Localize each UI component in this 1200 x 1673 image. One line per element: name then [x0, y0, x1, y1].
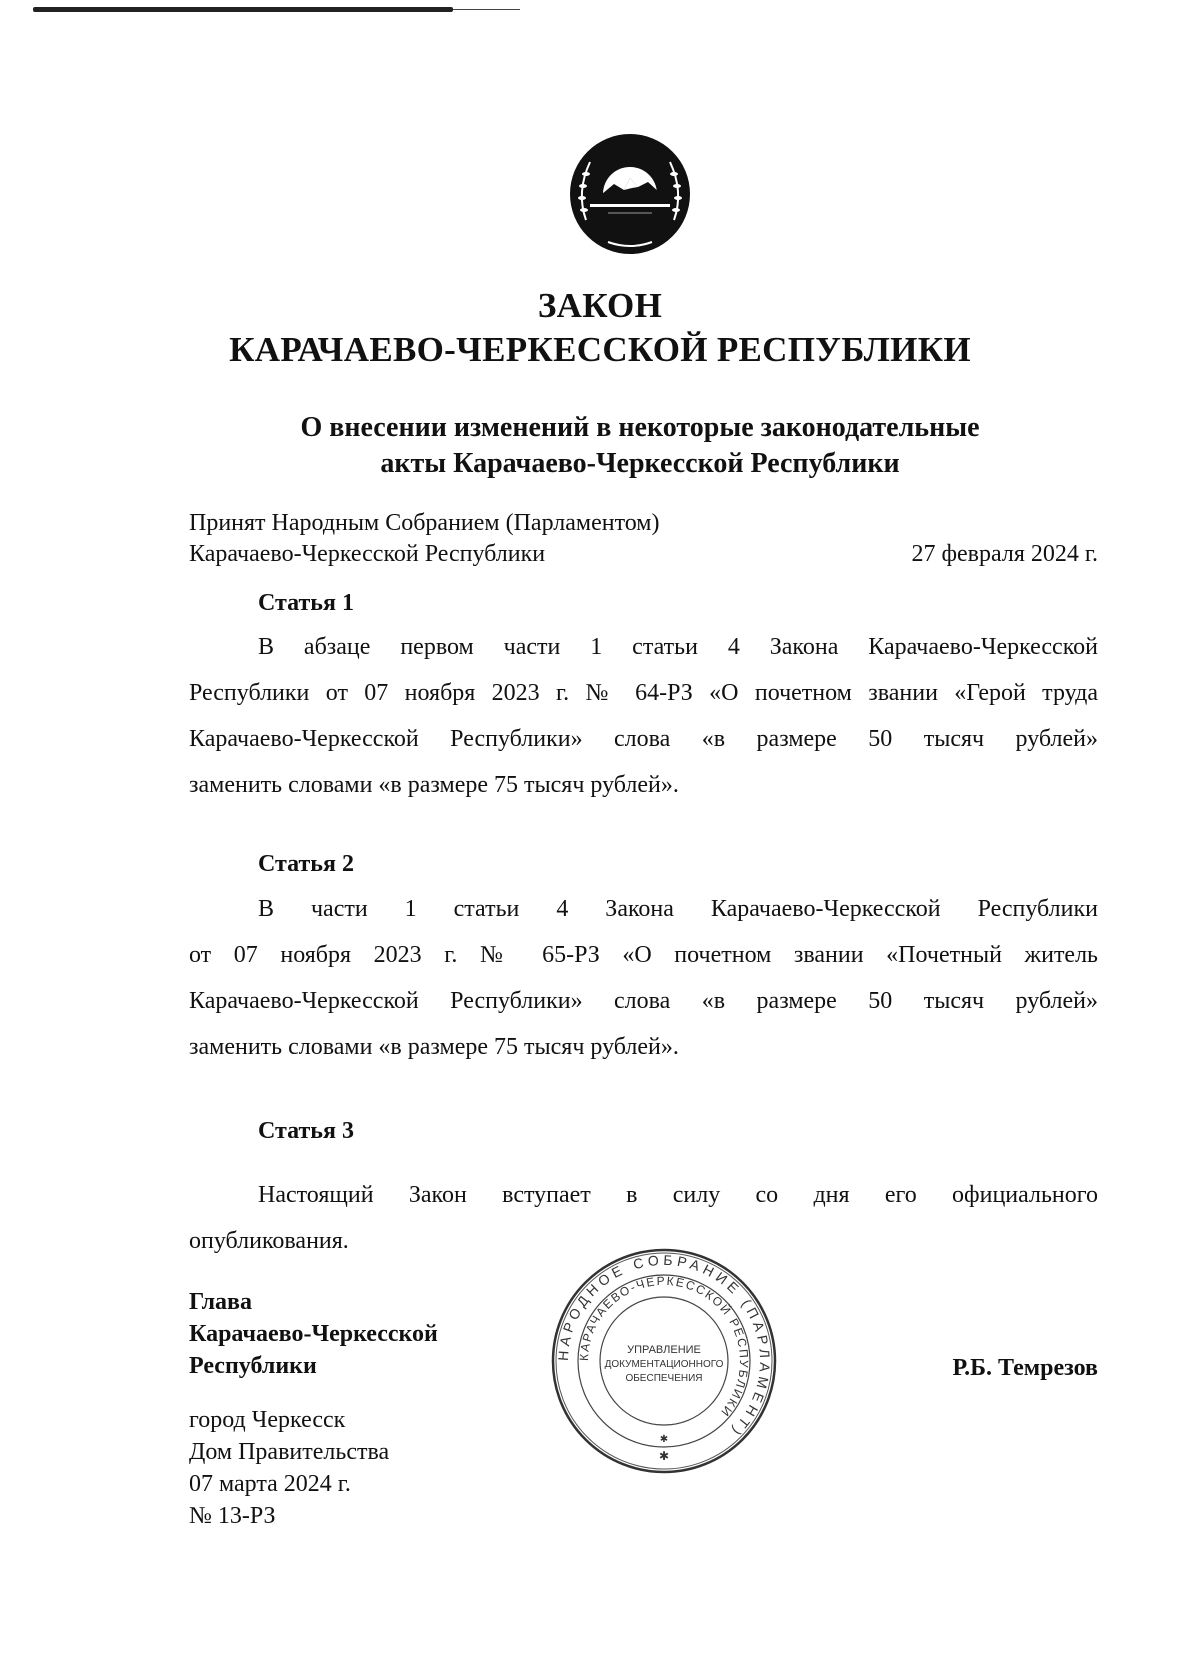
article-heading: Статья 1 [258, 590, 354, 616]
text-line: В абзаце первом части 1 статьи 4 Закона Карачаево-Черкесской [258, 634, 1098, 660]
text-line: Карачаево-Черкесской Республики» слова «в размере 50 тысяч рублей» [189, 726, 1098, 752]
adopted-by-line1: Принят Народным Собранием (Парламентом) [189, 510, 660, 536]
signatory-title-line1: Глава [189, 1289, 252, 1315]
stamp-star-icon: ✱ [658, 1449, 670, 1463]
place-city: город Черкесск [189, 1407, 346, 1433]
law-subtitle-line1: О внесении изменений в некоторые законодательные [300, 412, 980, 443]
article-heading: Статья 3 [258, 1118, 354, 1144]
text-line: заменить словами «в размере 75 тысяч рублей». [189, 1034, 679, 1060]
coat-of-arms-emblem [568, 132, 692, 256]
law-title: ЗАКОН [537, 286, 663, 325]
signing-date: 07 марта 2024 г. [189, 1471, 351, 1497]
text-line: заменить словами «в размере 75 тысяч рублей». [189, 772, 679, 798]
text-line: Настоящий Закон вступает в силу со дня его официального [258, 1182, 1098, 1208]
scan-edge-line [33, 5, 520, 14]
stamp-center-line3: ОБЕСПЕЧЕНИЯ [625, 1373, 703, 1384]
text-line: от 07 ноября 2023 г. № 65-РЗ «О почетном звании «Почетный житель [189, 942, 1098, 968]
law-number: № 13-РЗ [189, 1503, 276, 1529]
stamp-inner-text: КАРАЧАЕВО-ЧЕРКЕССКОЙ РЕСПУБЛИКИ [576, 1273, 752, 1421]
stamp-center-line2: ДОКУМЕНТАЦИОННОГО [604, 1359, 724, 1370]
adoption-date: 27 февраля 2024 г. [911, 541, 1098, 567]
stamp-outer-text: НАРОДНОЕ СОБРАНИЕ (ПАРЛАМЕНТ) [554, 1251, 774, 1442]
law-subtitle-line2: акты Карачаево-Черкесской Республики [380, 448, 900, 479]
place-building: Дом Правительства [189, 1439, 390, 1465]
text-line: Карачаево-Черкесской Республики» слова «в размере 50 тысяч рублей» [189, 988, 1098, 1014]
text-line: В части 1 статьи 4 Закона Карачаево-Черкесской Республики [258, 896, 1098, 922]
stamp-star-icon: ✱ [659, 1434, 669, 1445]
signatory-name: Р.Б. Темрезов [952, 1355, 1098, 1381]
law-republic-title: КАРАЧАЕВО-ЧЕРКЕССКОЙ РЕСПУБЛИКИ [229, 330, 971, 369]
text-line: Республики от 07 ноября 2023 г. № 64-РЗ «О почетном звании «Герой труда [189, 680, 1098, 706]
stamp-center-line1: УПРАВЛЕНИЕ [627, 1344, 701, 1356]
text-line: опубликования. [189, 1228, 349, 1254]
adopted-by-line2: Карачаево-Черкесской Республики [189, 541, 546, 567]
official-stamp [549, 1246, 779, 1476]
signatory-title-line3: Республики [189, 1353, 317, 1379]
article-heading: Статья 2 [258, 851, 354, 877]
signatory-title-line2: Карачаево-Черкесской [189, 1321, 438, 1347]
